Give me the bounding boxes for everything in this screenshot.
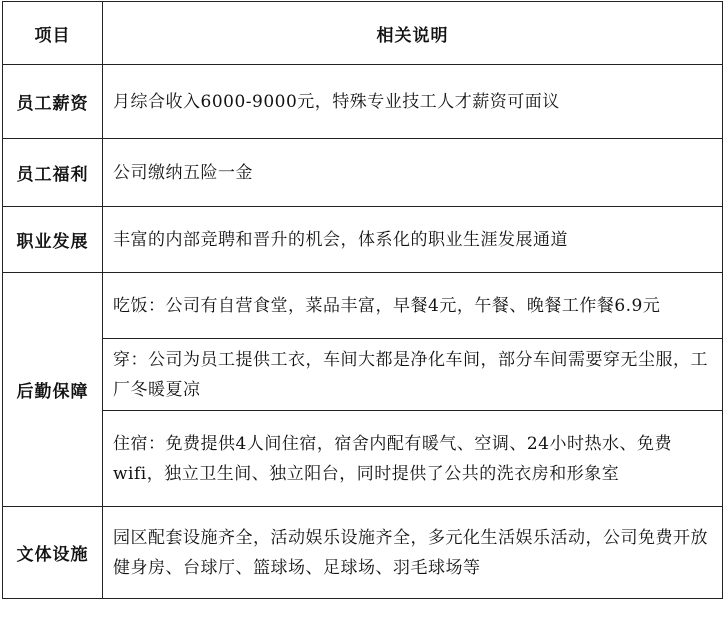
table-row: [3, 411, 723, 507]
table-header-row: [3, 2, 723, 65]
table-row: [3, 139, 723, 207]
row-label-facilities: 文体设施: [3, 507, 103, 599]
table-row: [3, 207, 723, 273]
row-label-career: 职业发展: [3, 207, 103, 273]
benefits-table: [2, 1, 723, 599]
row-text-welfare: 公司缴纳五险一金: [103, 139, 723, 207]
table-row: [3, 273, 723, 339]
row-label-welfare: 员工福利: [3, 139, 103, 207]
header-item: 项目: [3, 2, 103, 65]
row-text-salary: 月综合收入6000-9000元，特殊专业技工人才薪资可面议: [103, 65, 723, 139]
row-label-salary: 员工薪资: [3, 65, 103, 139]
table-row: [3, 339, 723, 411]
row-label-logistics: 后勤保障: [3, 273, 103, 507]
row-text-meals: 吃饭：公司有自营食堂，菜品丰富，早餐4元，午餐、晚餐工作餐6.9元: [103, 273, 723, 339]
row-text-career: 丰富的内部竞聘和晋升的机会，体系化的职业生涯发展通道: [103, 207, 723, 273]
row-text-housing: 住宿：免费提供4人间住宿，宿舍内配有暖气、空调、24小时热水、免费wifi，独立卫生间、独立阳台，同时提供了公共的洗衣房和形象室: [103, 411, 723, 507]
row-text-clothing: 穿：公司为员工提供工衣，车间大都是净化车间，部分车间需要穿无尘服，工厂冬暖夏凉: [103, 339, 723, 411]
table-row: [3, 65, 723, 139]
row-text-facilities: 园区配套设施齐全，活动娱乐设施齐全，多元化生活娱乐活动，公司免费开放健身房、台球厅、篮球场、足球场、羽毛球场等: [103, 507, 723, 599]
table-row: [3, 507, 723, 599]
header-description: 相关说明: [103, 2, 723, 65]
